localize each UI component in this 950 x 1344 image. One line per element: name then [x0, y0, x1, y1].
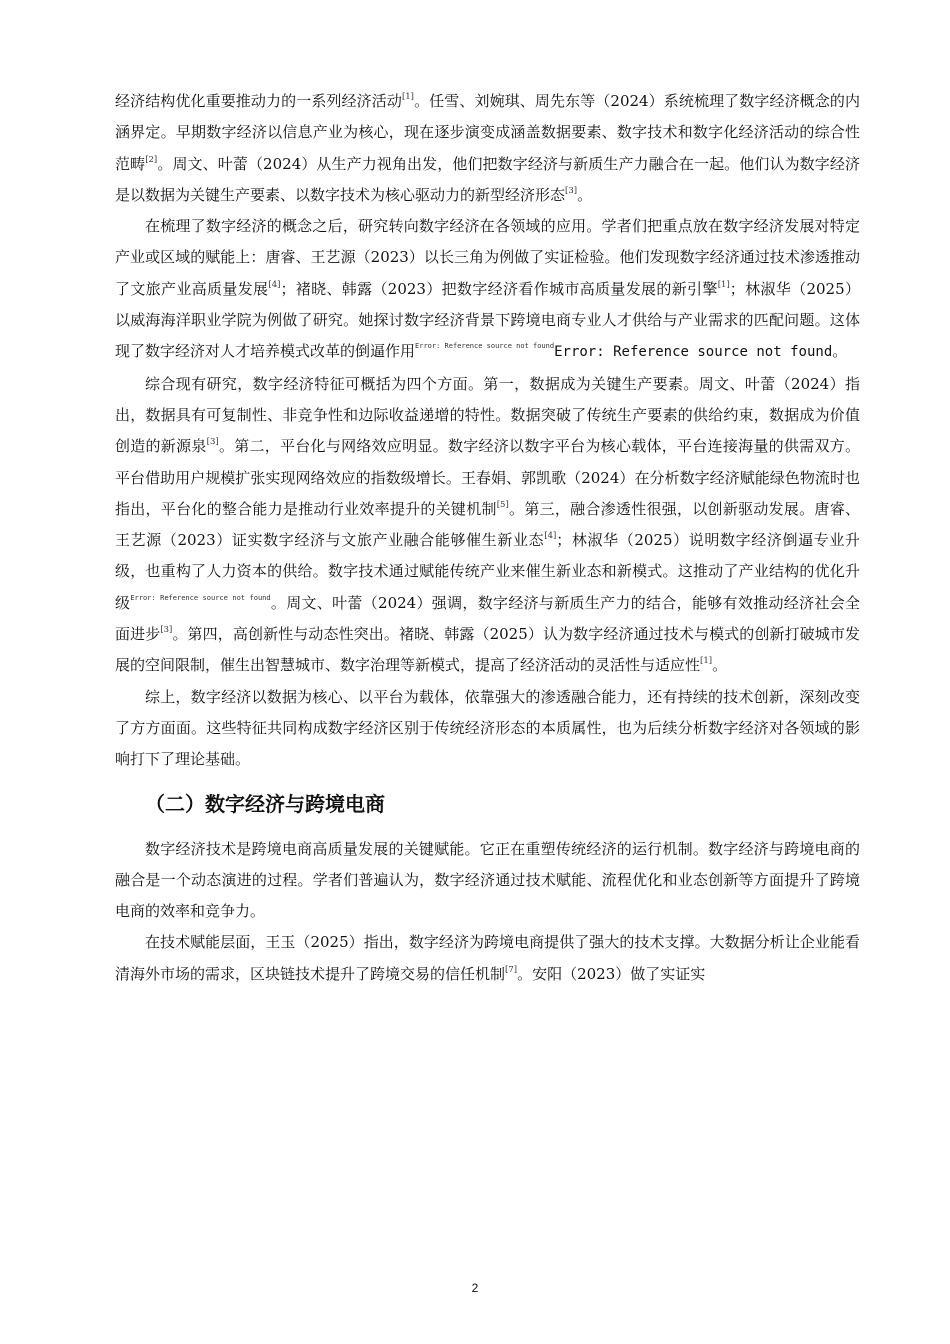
paragraph-2: [115, 211, 860, 368]
citation: [7]: [505, 964, 518, 975]
text: 。周文、叶蕾（2024）从生产力视角出发，他们把数字经济与新质生产力融合在一起。他们认为数字经济是以数据为关键生产要素、以数字技术为核心驱动力的新型经济形态: [115, 154, 860, 204]
text: 。: [712, 656, 728, 675]
paragraph-3: [115, 369, 860, 682]
citation: [2]: [145, 154, 158, 165]
paragraph-1: [115, 86, 860, 211]
paragraph-5: 数字经济技术是跨境电商高质量发展的关键赋能。它正在重塑传统经济的运行机制。数字经济与跨境电商的融合是一个动态演进的过程。学者们普遍认为，数字经济通过技术赋能、流程优化和业态创新等方面提升了跨境电商的效率和竞争力。: [115, 839, 860, 921]
text: ；林淑华（2025）说明数字经济倒逼专业升级，也重构了人力资本的供给。数字技术通过赋能传统产业来催生新业态和新模式。这推动了产业结构的优化升级: [115, 531, 860, 612]
section-heading: （二）数字经济与跨境电商: [145, 791, 385, 816]
text: 。: [832, 342, 848, 361]
text: 。: [577, 185, 593, 204]
citation: [1]: [717, 279, 730, 290]
citation: [1]: [700, 656, 713, 667]
paragraph-6: [115, 927, 860, 990]
text: 。第四，高创新性与动态性突出。褚晓、韩露（2025）认为数字经济通过技术与模式的创新打破城市发展的空间限制，催生出智慧城市、数字治理等新模式，提高了经济活动的灵活性与适应性: [115, 625, 860, 675]
citation: [4]: [268, 279, 281, 290]
text: ；林淑华（2025）以威海海洋职业学院为例做了研究。她探讨数字经济背景下跨境电商专业人才供给与产业需求的匹配问题。这体现了数字经济对人才培养模式改革的倒逼作用: [115, 279, 860, 361]
text: 在技术赋能层面，王玉（2025）指出，数字经济为跨境电商提供了强大的技术支撑。大数据分析让企业能看清海外市场的需求，区块链技术提升了跨境交易的信任机制: [115, 933, 860, 983]
text: 在梳理了数字经济的概念之后，研究转向数字经济在各领域的应用。学者们把重点放在数字经济发展对特定产业或区域的赋能上：唐睿、王艺源（2023）以长三角为例做了实证检验。他们发现数字经济通过技术渗透推动了文旅产业高质量发展: [115, 217, 860, 298]
reference-error-superscript: Error: Reference source not found: [415, 342, 555, 351]
citation: [5]: [496, 499, 509, 510]
citation: [4]: [544, 531, 557, 542]
page-number: 2: [471, 1281, 479, 1295]
citation: [1]: [401, 92, 414, 102]
text: 。第三，融合渗透性很强，以创新驱动发展。唐睿、王艺源（2023）证实数字经济与文旅产业融合能够催生新业态: [115, 499, 860, 550]
reference-error-text: Error: Reference source not found: [554, 344, 833, 361]
text: 经济结构优化重要推动力的一系列经济活动: [115, 92, 402, 110]
text: 。周文、叶蕾（2024）强调，数字经济与新质生产力的结合，能够有效推动经济社会全面进步: [115, 593, 860, 644]
text: 。任雪、刘婉琪、周先东等（2024）系统梳理了数字经济概念的内涵界定。早期数字经济以信息产业为核心，现在逐步演变成涵盖数据要素、数字技术和数字化经济活动的综合性范畴: [115, 92, 860, 173]
text: ；褚晓、韩露（2023）把数字经济看作城市高质量发展的新引擎: [280, 279, 718, 298]
citation: [3]: [160, 625, 173, 636]
citation: [3]: [206, 437, 219, 448]
document-body: [115, 86, 860, 990]
paragraph-4: 综上，数字经济以数据为核心、以平台为载体，依靠强大的渗透融合能力，还有持续的技术创新，深刻改变了方方面面。这些特征共同构成数字经济区别于传统经济形态的本质属性，也为后续分析数字经济对各领域的影响打下了理论基础。: [115, 687, 860, 769]
text: 。安阳（2023）做了实证实: [517, 964, 706, 983]
reference-error-superscript: Error: Reference source not found: [130, 593, 271, 602]
text: 。第二，平台化与网络效应明显。数字经济以数字平台为核心载体，平台连接海量的供需双方。平台借助用户规模扩张实现网络效应的指数级增长。王春娟、郭凯歌（2024）在分析数字经济赋能绿色物流时也指出，平台化的整合能力是推动行业效率提升的关键机制: [115, 437, 860, 518]
text: 综合现有研究，数字经济特征可概括为四个方面。第一，数据成为关键生产要素。周文、叶蕾（2024）指出，数据具有可复制性、非竞争性和边际收益递增的特性。数据突破了传统生产要素的供给约束，数据成为价值创造的新源泉: [115, 374, 860, 456]
citation: [3]: [565, 185, 578, 196]
